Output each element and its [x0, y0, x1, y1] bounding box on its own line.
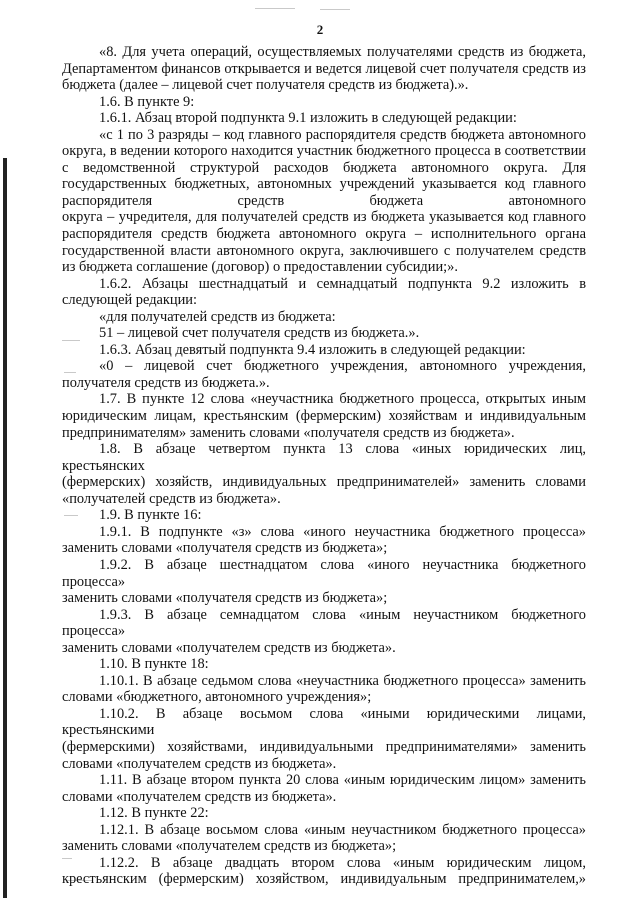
paragraph-line: распорядителя средств бюджета автономного округа – исполнительного органа — [62, 226, 586, 243]
scan-noise — [320, 9, 350, 10]
paragraph-line: словами «получателем средств из бюджета». — [62, 788, 337, 805]
paragraph-line: 1.9.3. В абзаце семнадцатом слова «иным неучастником бюджетного процесса» — [62, 606, 586, 640]
paragraph-line: распорядителя средств бюджета автономного — [62, 192, 586, 209]
paragraph-line: с ведомственной структурой расходов бюджета автономного округа. Для — [62, 159, 586, 176]
paragraph-line: 1.11. В абзаце втором пункта 20 слова «иным юридическим лицом» заменить — [99, 772, 586, 789]
paragraph-line: крестьянским (фермерским) хозяйством, индивидуальным предпринимателем,» — [62, 871, 586, 888]
paragraph-line: государственных бюджетных, автономных учреждений указывается код главного — [62, 176, 586, 193]
paragraph-line: «получателей средств из бюджета». — [62, 490, 281, 507]
paragraph-line: (фермерскими) хозяйствами, индивидуальными предпринимателями» заменить — [62, 738, 586, 755]
paragraph-line: 1.6. В пункте 9: — [99, 93, 195, 110]
paragraph-line: следующей редакции: — [62, 292, 197, 309]
paragraph-line: (фермерских) хозяйств, индивидуальных предпринимателей» заменить словами — [62, 474, 586, 491]
document-body — [62, 44, 586, 888]
paragraph-line: бюджета (далее – лицевой счет получателя средств из бюджета).». — [62, 77, 469, 94]
paragraph-line: заменить словами «получателем средств из бюджета»; — [62, 838, 397, 855]
paragraph-line: округа – учредителя, для получателей средств из бюджета указывается код главного — [62, 209, 586, 226]
paragraph-line: заменить словами «получателя средств из бюджета»; — [62, 590, 388, 607]
scan-noise — [255, 8, 295, 9]
paragraph-line: предпринимателям» заменить словами «получателя средств из бюджета». — [62, 424, 515, 441]
paragraph-line: 1.10.1. В абзаце седьмом слова «неучастника бюджетного процесса» заменить — [99, 672, 586, 689]
paragraph-line: словами «бюджетного, автономного учреждения»; — [62, 689, 372, 706]
paragraph-line: государственной власти автономного округа, заключившего с получателем средств — [62, 242, 586, 259]
paragraph-line: заменить словами «получателя средств из бюджета»; — [62, 540, 388, 557]
paragraph-line: 1.12. В пункте 22: — [99, 805, 209, 822]
paragraph-line: 1.6.3. Абзац девятый подпункта 9.4 изложить в следующей редакции: — [99, 341, 526, 358]
paragraph-line: 1.10. В пункте 18: — [99, 656, 209, 673]
paragraph-line: 1.6.2. Абзацы шестнадцатый и семнадцатый подпункта 9.2 изложить в — [99, 275, 586, 292]
paragraph-line: 1.8. В абзаце четвертом пункта 13 слова «иных юридических лиц, крестьянских — [62, 441, 586, 474]
paragraph-line: из бюджета соглашение (договор) о предоставлении субсидии;». — [62, 259, 458, 276]
paragraph-line: заменить словами «получателем средств из бюджета». — [62, 639, 396, 656]
paragraph-line: 1.9. В пункте 16: — [99, 507, 202, 524]
paragraph-line: «для получателей средств из бюджета: — [99, 308, 336, 325]
paragraph-line: словами «получателем средств из бюджета». — [62, 755, 337, 772]
paragraph-line: 51 – лицевой счет получателя средств из бюджета.». — [99, 325, 420, 342]
paragraph-line: получателя средств из бюджета.». — [62, 374, 270, 391]
paragraph-line: юридическим лицам, крестьянским (фермерским) хозяйствам и индивидуальным — [62, 408, 586, 425]
paragraph-line: 1.12.2. В абзаце двадцать втором слова «иным юридическим лицом, — [99, 854, 586, 871]
paragraph-line: «с 1 по 3 разряды – код главного распорядителя средств бюджета автономного — [99, 126, 586, 143]
margin-bar — [3, 158, 7, 898]
paragraph-line: «0 – лицевой счет бюджетного учреждения, автономного учреждения, — [99, 358, 586, 375]
paragraph-line: 1.10.2. В абзаце восьмом слова «иными юридическими лицами, крестьянскими — [62, 705, 586, 739]
paragraph-line: 1.6.1. Абзац второй подпункта 9.1 изложить в следующей редакции: — [99, 110, 517, 127]
paragraph-line: округа, в ведении которого находится участник бюджетного процесса в соответствии — [62, 143, 586, 160]
paragraph-line: 1.12.1. В абзаце восьмом слова «иным неучастником бюджетного процесса» — [99, 821, 586, 838]
page-number: 2 — [316, 22, 324, 37]
paragraph-line: 1.7. В пункте 12 слова «неучастника бюджетного процесса, открытых иным — [99, 391, 586, 408]
paragraph-line: 1.9.1. В подпункте «з» слова «иного неучастника бюджетного процесса» — [99, 523, 586, 540]
paragraph-line: Департаментом финансов открывается и ведется лицевой счет получателя средств из — [62, 60, 586, 77]
paragraph-line: 1.9.2. В абзаце шестнадцатом слова «иного неучастника бюджетного процесса» — [62, 556, 586, 590]
paragraph-line: «8. Для учета операций, осуществляемых получателями средств из бюджета, — [99, 44, 586, 60]
